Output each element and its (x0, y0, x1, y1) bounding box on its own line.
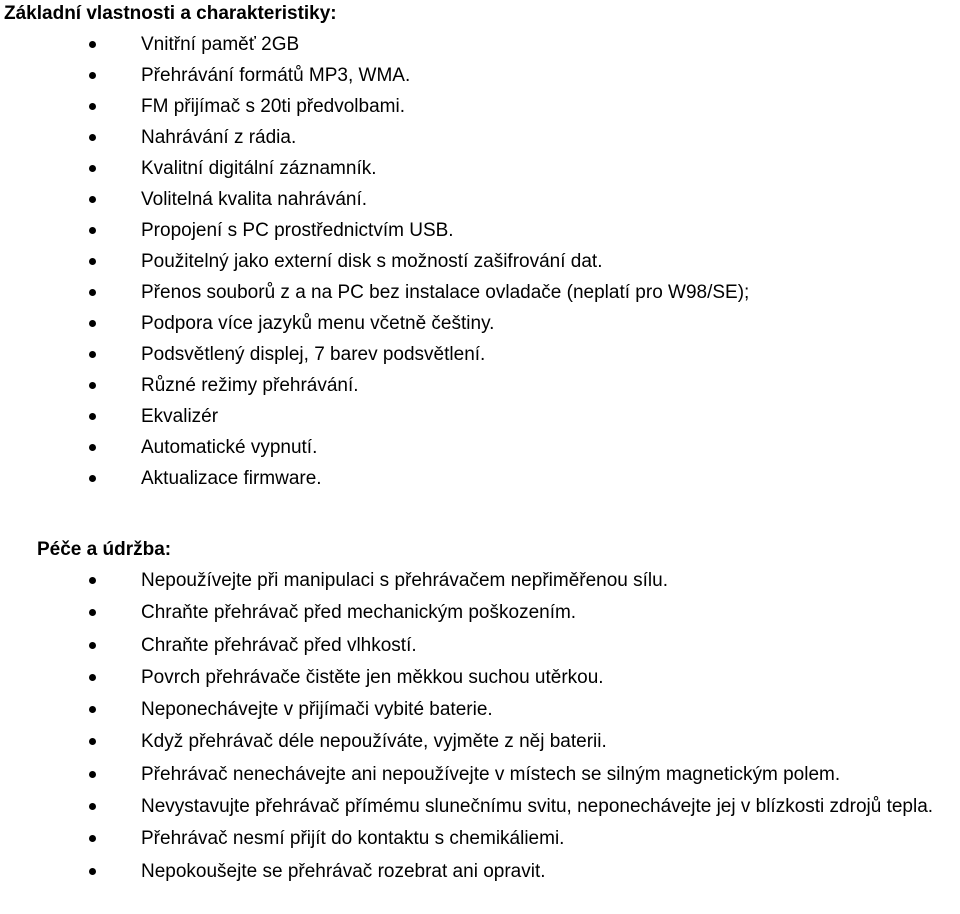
bullet-icon (89, 41, 96, 48)
list-item-text: FM přijímač s 20ti předvolbami. (141, 96, 405, 117)
list-item-text: Přehrávač nenechávejte ani nepoužívejte v místech se silným magnetickým polem. (141, 763, 841, 785)
bullet-icon (89, 835, 96, 842)
list-item (0, 343, 957, 366)
list-item (0, 467, 957, 490)
list-item-text: Nepokoušejte se přehrávač rozebrat ani opravit. (141, 860, 546, 882)
bullet-icon (89, 196, 96, 203)
list-item-text: Použitelný jako externí disk s možností zašifrování dat. (141, 251, 603, 272)
list-item (0, 157, 957, 180)
bullet-icon (89, 674, 96, 681)
list-item-text: Nahrávání z rádia. (141, 127, 297, 148)
list-item-text: Vnitřní paměť 2GB (141, 34, 300, 55)
bullet-icon (89, 868, 96, 875)
list-item-text: Neponechávejte v přijímači vybité baterie. (141, 699, 493, 721)
bullet-icon (89, 706, 96, 713)
list-item (0, 219, 957, 242)
list-item-text: Chraňte přehrávač před vlhkostí. (141, 634, 417, 656)
list-item-text: Kvalitní digitální záznamník. (141, 158, 377, 179)
list-item (0, 634, 957, 657)
bullet-icon (89, 227, 96, 234)
list-item-text: Chraňte přehrávač před mechanickým poškozením. (141, 602, 577, 624)
list-item (0, 860, 957, 883)
care-list (0, 569, 957, 892)
bullet-icon (89, 475, 96, 482)
list-item-text: Když přehrávač déle nepoužíváte, vyjměte z něj baterii. (141, 731, 607, 753)
bullet-icon (89, 577, 96, 584)
list-item-text: Přenos souborů z a na PC bez instalace ovladače (neplatí pro W98/SE); (141, 282, 750, 303)
bullet-icon (89, 72, 96, 79)
list-item (0, 374, 957, 397)
bullet-icon (89, 413, 96, 420)
bullet-icon (89, 771, 96, 778)
features-list (0, 33, 957, 498)
list-item-text: Volitelná kvalita nahrávání. (141, 189, 368, 210)
list-item-text: Nevystavujte přehrávač přímému slunečnímu svitu, neponechávejte jej v blízkosti zdrojů tepla. (141, 796, 934, 818)
list-item-text: Ekvalizér (141, 406, 219, 427)
list-item-text: Nepoužívejte při manipulaci s přehrávačem nepřiměřenou sílu. (141, 570, 668, 591)
features-heading: Základní vlastnosti a charakteristiky: (4, 3, 337, 24)
bullet-icon (89, 609, 96, 616)
bullet-icon (89, 382, 96, 389)
list-item (0, 312, 957, 335)
list-item (0, 250, 957, 273)
list-item (0, 601, 957, 624)
list-item (0, 281, 957, 304)
list-item (0, 698, 957, 721)
list-item-text: Automatické vypnutí. (141, 437, 318, 458)
bullet-icon (89, 738, 96, 745)
list-item (0, 33, 957, 56)
list-item (0, 730, 957, 753)
list-item (0, 64, 957, 87)
bullet-icon (89, 803, 96, 810)
list-item (0, 436, 957, 459)
bullet-icon (89, 134, 96, 141)
list-item-text: Různé režimy přehrávání. (141, 375, 359, 396)
bullet-icon (89, 258, 96, 265)
bullet-icon (89, 103, 96, 110)
care-heading: Péče a údržba: (37, 539, 172, 560)
bullet-icon (89, 642, 96, 649)
bullet-icon (89, 444, 96, 451)
bullet-icon (89, 165, 96, 172)
bullet-icon (89, 351, 96, 358)
bullet-icon (89, 289, 96, 296)
list-item-text: Podpora více jazyků menu včetně češtiny. (141, 313, 495, 334)
list-item-text: Propojení s PC prostřednictvím USB. (141, 220, 454, 241)
list-item (0, 795, 957, 818)
list-item-text: Přehrávač nesmí přijít do kontaktu s chemikáliemi. (141, 828, 565, 850)
list-item (0, 126, 957, 149)
list-item (0, 827, 957, 850)
list-item-text: Povrch přehrávače čistěte jen měkkou suchou utěrkou. (141, 666, 604, 688)
bullet-icon (89, 320, 96, 327)
list-item-text: Přehrávání formátů MP3, WMA. (141, 65, 411, 86)
list-item (0, 95, 957, 118)
list-item (0, 569, 957, 592)
list-item-text: Aktualizace firmware. (141, 468, 322, 489)
list-item (0, 405, 957, 428)
list-item-text: Podsvětlený displej, 7 barev podsvětlení. (141, 344, 486, 365)
list-item (0, 188, 957, 211)
list-item (0, 763, 957, 786)
list-item (0, 666, 957, 689)
